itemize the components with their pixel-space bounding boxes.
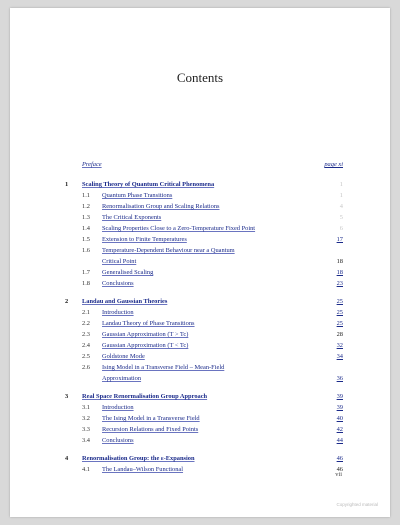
toc-chapter-2[interactable] bbox=[65, 297, 343, 307]
toc-section[interactable] bbox=[65, 436, 343, 446]
section-number: 1.6 bbox=[82, 247, 90, 254]
section-number: 2.2 bbox=[82, 320, 90, 327]
section-title[interactable]: Temperature-Dependent Behaviour near a Quantum bbox=[102, 247, 235, 254]
section-page[interactable]: 6 bbox=[339, 225, 343, 232]
section-title[interactable]: Gaussian Approximation (T > Tc) bbox=[102, 331, 189, 338]
chapter-number: 4 bbox=[65, 455, 69, 462]
toc-chapter-1[interactable] bbox=[65, 180, 343, 190]
section-page[interactable]: 25 bbox=[336, 309, 343, 316]
chapter-number: 3 bbox=[65, 393, 69, 400]
copyright-watermark: Copyrighted material bbox=[336, 502, 378, 507]
section-page[interactable]: 28 bbox=[336, 331, 343, 338]
section-title[interactable]: Landau Theory of Phase Transitions bbox=[102, 320, 195, 327]
section-title[interactable]: Generalised Scaling bbox=[102, 269, 154, 276]
section-title[interactable]: Conclusions bbox=[102, 280, 134, 287]
toc-section[interactable] bbox=[65, 352, 343, 362]
toc-section[interactable] bbox=[65, 330, 343, 340]
toc-section-continued[interactable] bbox=[65, 374, 343, 384]
chapter-page[interactable]: 46 bbox=[336, 455, 343, 462]
toc-section[interactable] bbox=[65, 308, 343, 318]
section-title[interactable]: Quantum Phase Transitions bbox=[102, 192, 173, 199]
toc-section[interactable] bbox=[65, 363, 343, 373]
section-number: 1.2 bbox=[82, 203, 90, 210]
section-number: 2.6 bbox=[82, 364, 90, 371]
section-number: 1.5 bbox=[82, 236, 90, 243]
section-page[interactable]: 4 bbox=[339, 203, 343, 210]
section-title-line2[interactable]: Critical Point bbox=[102, 258, 137, 265]
section-title[interactable]: Ising Model in a Transverse Field – Mean-Field bbox=[102, 364, 225, 371]
section-title[interactable]: Conclusions bbox=[102, 437, 134, 444]
chapter-page[interactable]: 1 bbox=[339, 181, 343, 188]
toc-section[interactable] bbox=[65, 425, 343, 435]
chapter-title[interactable]: Renormalisation Group: the ε-Expansion bbox=[82, 455, 195, 462]
section-title[interactable]: Gaussian Approximation (T < Tc) bbox=[102, 342, 189, 349]
section-page[interactable]: 46 bbox=[336, 466, 343, 473]
section-title[interactable]: The Critical Exponents bbox=[102, 214, 162, 221]
section-number: 1.7 bbox=[82, 269, 90, 276]
section-title[interactable]: Introduction bbox=[102, 309, 134, 316]
chapter-page[interactable]: 25 bbox=[336, 298, 343, 305]
section-title[interactable]: Scaling Properties Close to a Zero-Temperature Fixed Point bbox=[102, 225, 256, 232]
toc-section[interactable] bbox=[65, 235, 343, 245]
section-number: 1.1 bbox=[82, 192, 90, 199]
section-page[interactable]: 39 bbox=[336, 404, 343, 411]
toc-chapter-3[interactable] bbox=[65, 392, 343, 402]
section-page[interactable]: 5 bbox=[339, 214, 343, 221]
section-number: 3.1 bbox=[82, 404, 90, 411]
page-title: Contents bbox=[176, 70, 224, 85]
section-number: 3.2 bbox=[82, 415, 90, 422]
section-page[interactable]: 17 bbox=[336, 236, 343, 243]
toc-section-continued[interactable] bbox=[65, 257, 343, 267]
section-page[interactable]: 32 bbox=[336, 342, 343, 349]
chapter-title[interactable]: Landau and Gaussian Theories bbox=[82, 298, 168, 305]
toc-preface[interactable] bbox=[65, 160, 343, 170]
chapter-number: 1 bbox=[65, 181, 69, 188]
section-title-line2[interactable]: Approximation bbox=[102, 375, 142, 382]
toc-section[interactable] bbox=[65, 224, 343, 234]
page-number-footer: vii bbox=[335, 471, 342, 478]
chapter-title[interactable]: Real Space Renormalisation Group Approach bbox=[82, 393, 208, 400]
section-number: 2.3 bbox=[82, 331, 90, 338]
document-page bbox=[10, 8, 390, 517]
toc-preface-label[interactable]: Preface bbox=[82, 161, 102, 168]
toc-section[interactable] bbox=[65, 319, 343, 329]
chapter-page[interactable]: 39 bbox=[336, 393, 343, 400]
section-page[interactable]: 18 bbox=[336, 258, 343, 265]
section-number: 1.3 bbox=[82, 214, 90, 221]
section-page[interactable]: 34 bbox=[336, 353, 343, 360]
section-title[interactable]: The Ising Model in a Transverse Field bbox=[102, 415, 200, 422]
section-number: 2.4 bbox=[82, 342, 90, 349]
chapter-number: 2 bbox=[65, 298, 69, 305]
section-number: 1.4 bbox=[82, 225, 90, 232]
toc-section[interactable] bbox=[65, 403, 343, 413]
toc-section[interactable] bbox=[65, 268, 343, 278]
section-page[interactable]: 1 bbox=[339, 192, 343, 199]
toc-section[interactable] bbox=[65, 341, 343, 351]
section-page[interactable]: 23 bbox=[336, 280, 343, 287]
section-page[interactable]: 18 bbox=[336, 269, 343, 276]
toc-section[interactable] bbox=[65, 246, 343, 256]
section-page[interactable]: 25 bbox=[336, 320, 343, 327]
section-title[interactable]: Extension to Finite Temperatures bbox=[102, 236, 187, 243]
section-page[interactable]: 42 bbox=[336, 426, 343, 433]
section-title[interactable]: Introduction bbox=[102, 404, 134, 411]
section-number: 1.8 bbox=[82, 280, 90, 287]
section-number: 2.1 bbox=[82, 309, 90, 316]
toc-section[interactable] bbox=[65, 414, 343, 424]
toc-preface-page[interactable]: page xi bbox=[324, 161, 343, 168]
section-page[interactable]: 44 bbox=[336, 437, 343, 444]
toc-section[interactable] bbox=[65, 191, 343, 201]
toc-section[interactable] bbox=[65, 213, 343, 223]
section-number: 2.5 bbox=[82, 353, 90, 360]
section-number: 4.1 bbox=[82, 466, 90, 473]
section-title[interactable]: Renormalisation Group and Scaling Relations bbox=[102, 203, 220, 210]
toc-section[interactable] bbox=[65, 465, 343, 475]
toc-chapter-4[interactable] bbox=[65, 454, 343, 464]
toc-section[interactable] bbox=[65, 202, 343, 212]
section-page[interactable]: 40 bbox=[336, 415, 343, 422]
toc-section[interactable] bbox=[65, 279, 343, 289]
section-page[interactable]: 36 bbox=[336, 375, 343, 382]
chapter-title[interactable]: Scaling Theory of Quantum Critical Phenomena bbox=[82, 181, 215, 188]
section-number: 3.3 bbox=[82, 426, 90, 433]
section-title[interactable]: The Landau–Wilson Functional bbox=[102, 466, 184, 473]
section-title[interactable]: Recursion Relations and Fixed Points bbox=[102, 426, 199, 433]
section-title[interactable]: Goldstone Mode bbox=[102, 353, 145, 360]
section-number: 3.4 bbox=[82, 437, 90, 444]
